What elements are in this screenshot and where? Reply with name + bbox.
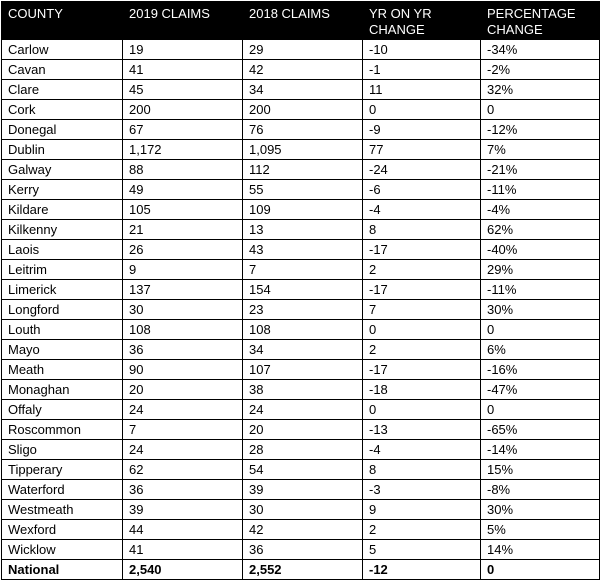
claims-2019-cell: 9 [123, 260, 243, 280]
county-cell: Waterford [2, 480, 123, 500]
claims-table [1, 1, 600, 580]
county-cell: Clare [2, 80, 123, 100]
pct-change-cell: 15% [481, 460, 600, 480]
county-cell: Offaly [2, 400, 123, 420]
total-claims-2019-cell: 2,540 [123, 560, 243, 580]
yr-change-cell: 0 [363, 320, 481, 340]
pct-change-cell: -65% [481, 420, 600, 440]
claims-2018-cell: 200 [243, 100, 363, 120]
yr-change-cell: -17 [363, 240, 481, 260]
claims-2018-cell: 112 [243, 160, 363, 180]
county-cell: Leitrim [2, 260, 123, 280]
total-yr-change-cell: -12 [363, 560, 481, 580]
county-cell: Meath [2, 360, 123, 380]
yr-change-cell: -3 [363, 480, 481, 500]
county-cell: Carlow [2, 40, 123, 60]
pct-change-cell: -14% [481, 440, 600, 460]
yr-change-cell: 2 [363, 520, 481, 540]
claims-2019-cell: 90 [123, 360, 243, 380]
pct-change-cell: -34% [481, 40, 600, 60]
yr-change-cell: -4 [363, 440, 481, 460]
yr-change-cell: 0 [363, 400, 481, 420]
claims-2018-cell: 29 [243, 40, 363, 60]
table-row [2, 420, 600, 440]
table-row [2, 260, 600, 280]
yr-change-cell: -24 [363, 160, 481, 180]
pct-change-cell: -16% [481, 360, 600, 380]
table-row [2, 120, 600, 140]
table-row [2, 300, 600, 320]
pct-change-cell: 0 [481, 100, 600, 120]
pct-change-cell: -4% [481, 200, 600, 220]
county-cell: Kerry [2, 180, 123, 200]
table-row [2, 280, 600, 300]
claims-2019-cell: 137 [123, 280, 243, 300]
table-row [2, 100, 600, 120]
claims-2019-cell: 200 [123, 100, 243, 120]
table-row [2, 500, 600, 520]
claims-2018-cell: 13 [243, 220, 363, 240]
claims-2019-cell: 7 [123, 420, 243, 440]
yr-change-cell: -13 [363, 420, 481, 440]
pct-change-cell: 30% [481, 500, 600, 520]
total-pct-change-cell: 0 [481, 560, 600, 580]
yr-change-cell: -4 [363, 200, 481, 220]
claims-2019-cell: 39 [123, 500, 243, 520]
claims-2019-cell: 21 [123, 220, 243, 240]
claims-2019-cell: 24 [123, 400, 243, 420]
pct-change-cell: -2% [481, 60, 600, 80]
table-row [2, 40, 600, 60]
pct-change-cell: 0 [481, 320, 600, 340]
claims-2019-cell: 108 [123, 320, 243, 340]
claims-2018-cell: 30 [243, 500, 363, 520]
pct-change-cell: 62% [481, 220, 600, 240]
pct-change-cell: -40% [481, 240, 600, 260]
yr-change-cell: -18 [363, 380, 481, 400]
pct-change-cell: 30% [481, 300, 600, 320]
county-cell: Tipperary [2, 460, 123, 480]
claims-2019-cell: 30 [123, 300, 243, 320]
county-cell: Limerick [2, 280, 123, 300]
claims-2019-cell: 41 [123, 60, 243, 80]
table-row [2, 240, 600, 260]
pct-change-cell: -11% [481, 280, 600, 300]
county-cell: Laois [2, 240, 123, 260]
yr-change-cell: 8 [363, 460, 481, 480]
claims-2018-cell: 1,095 [243, 140, 363, 160]
total-county-cell: National [2, 560, 123, 580]
header-row [2, 2, 600, 40]
county-cell: Cork [2, 100, 123, 120]
county-cell: Wicklow [2, 540, 123, 560]
claims-2019-cell: 105 [123, 200, 243, 220]
yr-change-cell: -1 [363, 60, 481, 80]
pct-change-cell: -21% [481, 160, 600, 180]
claims-2019-cell: 49 [123, 180, 243, 200]
county-cell: Donegal [2, 120, 123, 140]
yr-change-cell: 7 [363, 300, 481, 320]
pct-change-cell: -11% [481, 180, 600, 200]
claims-2018-cell: 23 [243, 300, 363, 320]
claims-2018-cell: 20 [243, 420, 363, 440]
claims-2018-cell: 54 [243, 460, 363, 480]
claims-2018-cell: 36 [243, 540, 363, 560]
county-cell: Louth [2, 320, 123, 340]
yr-change-cell: 0 [363, 100, 481, 120]
claims-2019-cell: 62 [123, 460, 243, 480]
county-cell: Sligo [2, 440, 123, 460]
claims-2019-cell: 1,172 [123, 140, 243, 160]
claims-2019-cell: 24 [123, 440, 243, 460]
pct-change-cell: 14% [481, 540, 600, 560]
pct-change-cell: 6% [481, 340, 600, 360]
pct-change-cell: 0 [481, 400, 600, 420]
claims-2019-cell: 36 [123, 340, 243, 360]
pct-change-cell: -12% [481, 120, 600, 140]
claims-2019-cell: 88 [123, 160, 243, 180]
yr-change-cell: -17 [363, 280, 481, 300]
claims-2018-cell: 34 [243, 80, 363, 100]
claims-2018-cell: 109 [243, 200, 363, 220]
county-cell: Kildare [2, 200, 123, 220]
claims-2018-cell: 7 [243, 260, 363, 280]
claims-2019-cell: 20 [123, 380, 243, 400]
county-cell: Wexford [2, 520, 123, 540]
pct-change-cell: 5% [481, 520, 600, 540]
claims-2019-cell: 26 [123, 240, 243, 260]
table-row [2, 180, 600, 200]
pct-change-cell: 32% [481, 80, 600, 100]
claims-2018-cell: 42 [243, 520, 363, 540]
claims-2018-cell: 42 [243, 60, 363, 80]
total-claims-2018-cell: 2,552 [243, 560, 363, 580]
table-row [2, 200, 600, 220]
claims-2019-cell: 45 [123, 80, 243, 100]
county-cell: Roscommon [2, 420, 123, 440]
table-row [2, 360, 600, 380]
table-row [2, 140, 600, 160]
yr-change-cell: 77 [363, 140, 481, 160]
table-row [2, 520, 600, 540]
county-cell: Cavan [2, 60, 123, 80]
claims-2018-cell: 38 [243, 380, 363, 400]
county-cell: Galway [2, 160, 123, 180]
pct-change-cell: -47% [481, 380, 600, 400]
header-percentage-change: PERCENTAGE CHANGE [481, 2, 600, 40]
table-row [2, 80, 600, 100]
claims-2019-cell: 41 [123, 540, 243, 560]
claims-2018-cell: 154 [243, 280, 363, 300]
header-yr-on-yr-change: YR ON YR CHANGE [363, 2, 481, 40]
table-row [2, 340, 600, 360]
yr-change-cell: 2 [363, 260, 481, 280]
table-row [2, 400, 600, 420]
claims-2019-cell: 44 [123, 520, 243, 540]
pct-change-cell: 7% [481, 140, 600, 160]
yr-change-cell: -9 [363, 120, 481, 140]
claims-2018-cell: 39 [243, 480, 363, 500]
header-county: COUNTY [2, 2, 123, 40]
table-row [2, 380, 600, 400]
claims-2018-cell: 55 [243, 180, 363, 200]
claims-2018-cell: 108 [243, 320, 363, 340]
yr-change-cell: 2 [363, 340, 481, 360]
table-row [2, 60, 600, 80]
county-cell: Longford [2, 300, 123, 320]
yr-change-cell: 5 [363, 540, 481, 560]
national-total-row [2, 560, 600, 580]
table-row [2, 160, 600, 180]
claims-2018-cell: 24 [243, 400, 363, 420]
claims-2018-cell: 28 [243, 440, 363, 460]
county-cell: Mayo [2, 340, 123, 360]
yr-change-cell: -10 [363, 40, 481, 60]
pct-change-cell: -8% [481, 480, 600, 500]
header-2019-claims: 2019 CLAIMS [123, 2, 243, 40]
claims-2018-cell: 76 [243, 120, 363, 140]
claims-2018-cell: 34 [243, 340, 363, 360]
yr-change-cell: 11 [363, 80, 481, 100]
claims-2019-cell: 19 [123, 40, 243, 60]
county-cell: Kilkenny [2, 220, 123, 240]
yr-change-cell: -17 [363, 360, 481, 380]
county-cell: Monaghan [2, 380, 123, 400]
table-row [2, 480, 600, 500]
table-row [2, 320, 600, 340]
yr-change-cell: 8 [363, 220, 481, 240]
table-row [2, 220, 600, 240]
table-row [2, 540, 600, 560]
claims-2019-cell: 36 [123, 480, 243, 500]
table-row [2, 460, 600, 480]
pct-change-cell: 29% [481, 260, 600, 280]
table-body [2, 40, 600, 580]
claims-2018-cell: 43 [243, 240, 363, 260]
yr-change-cell: -6 [363, 180, 481, 200]
county-cell: Westmeath [2, 500, 123, 520]
header-2018-claims: 2018 CLAIMS [243, 2, 363, 40]
yr-change-cell: 9 [363, 500, 481, 520]
table-row [2, 440, 600, 460]
county-cell: Dublin [2, 140, 123, 160]
claims-2019-cell: 67 [123, 120, 243, 140]
claims-2018-cell: 107 [243, 360, 363, 380]
